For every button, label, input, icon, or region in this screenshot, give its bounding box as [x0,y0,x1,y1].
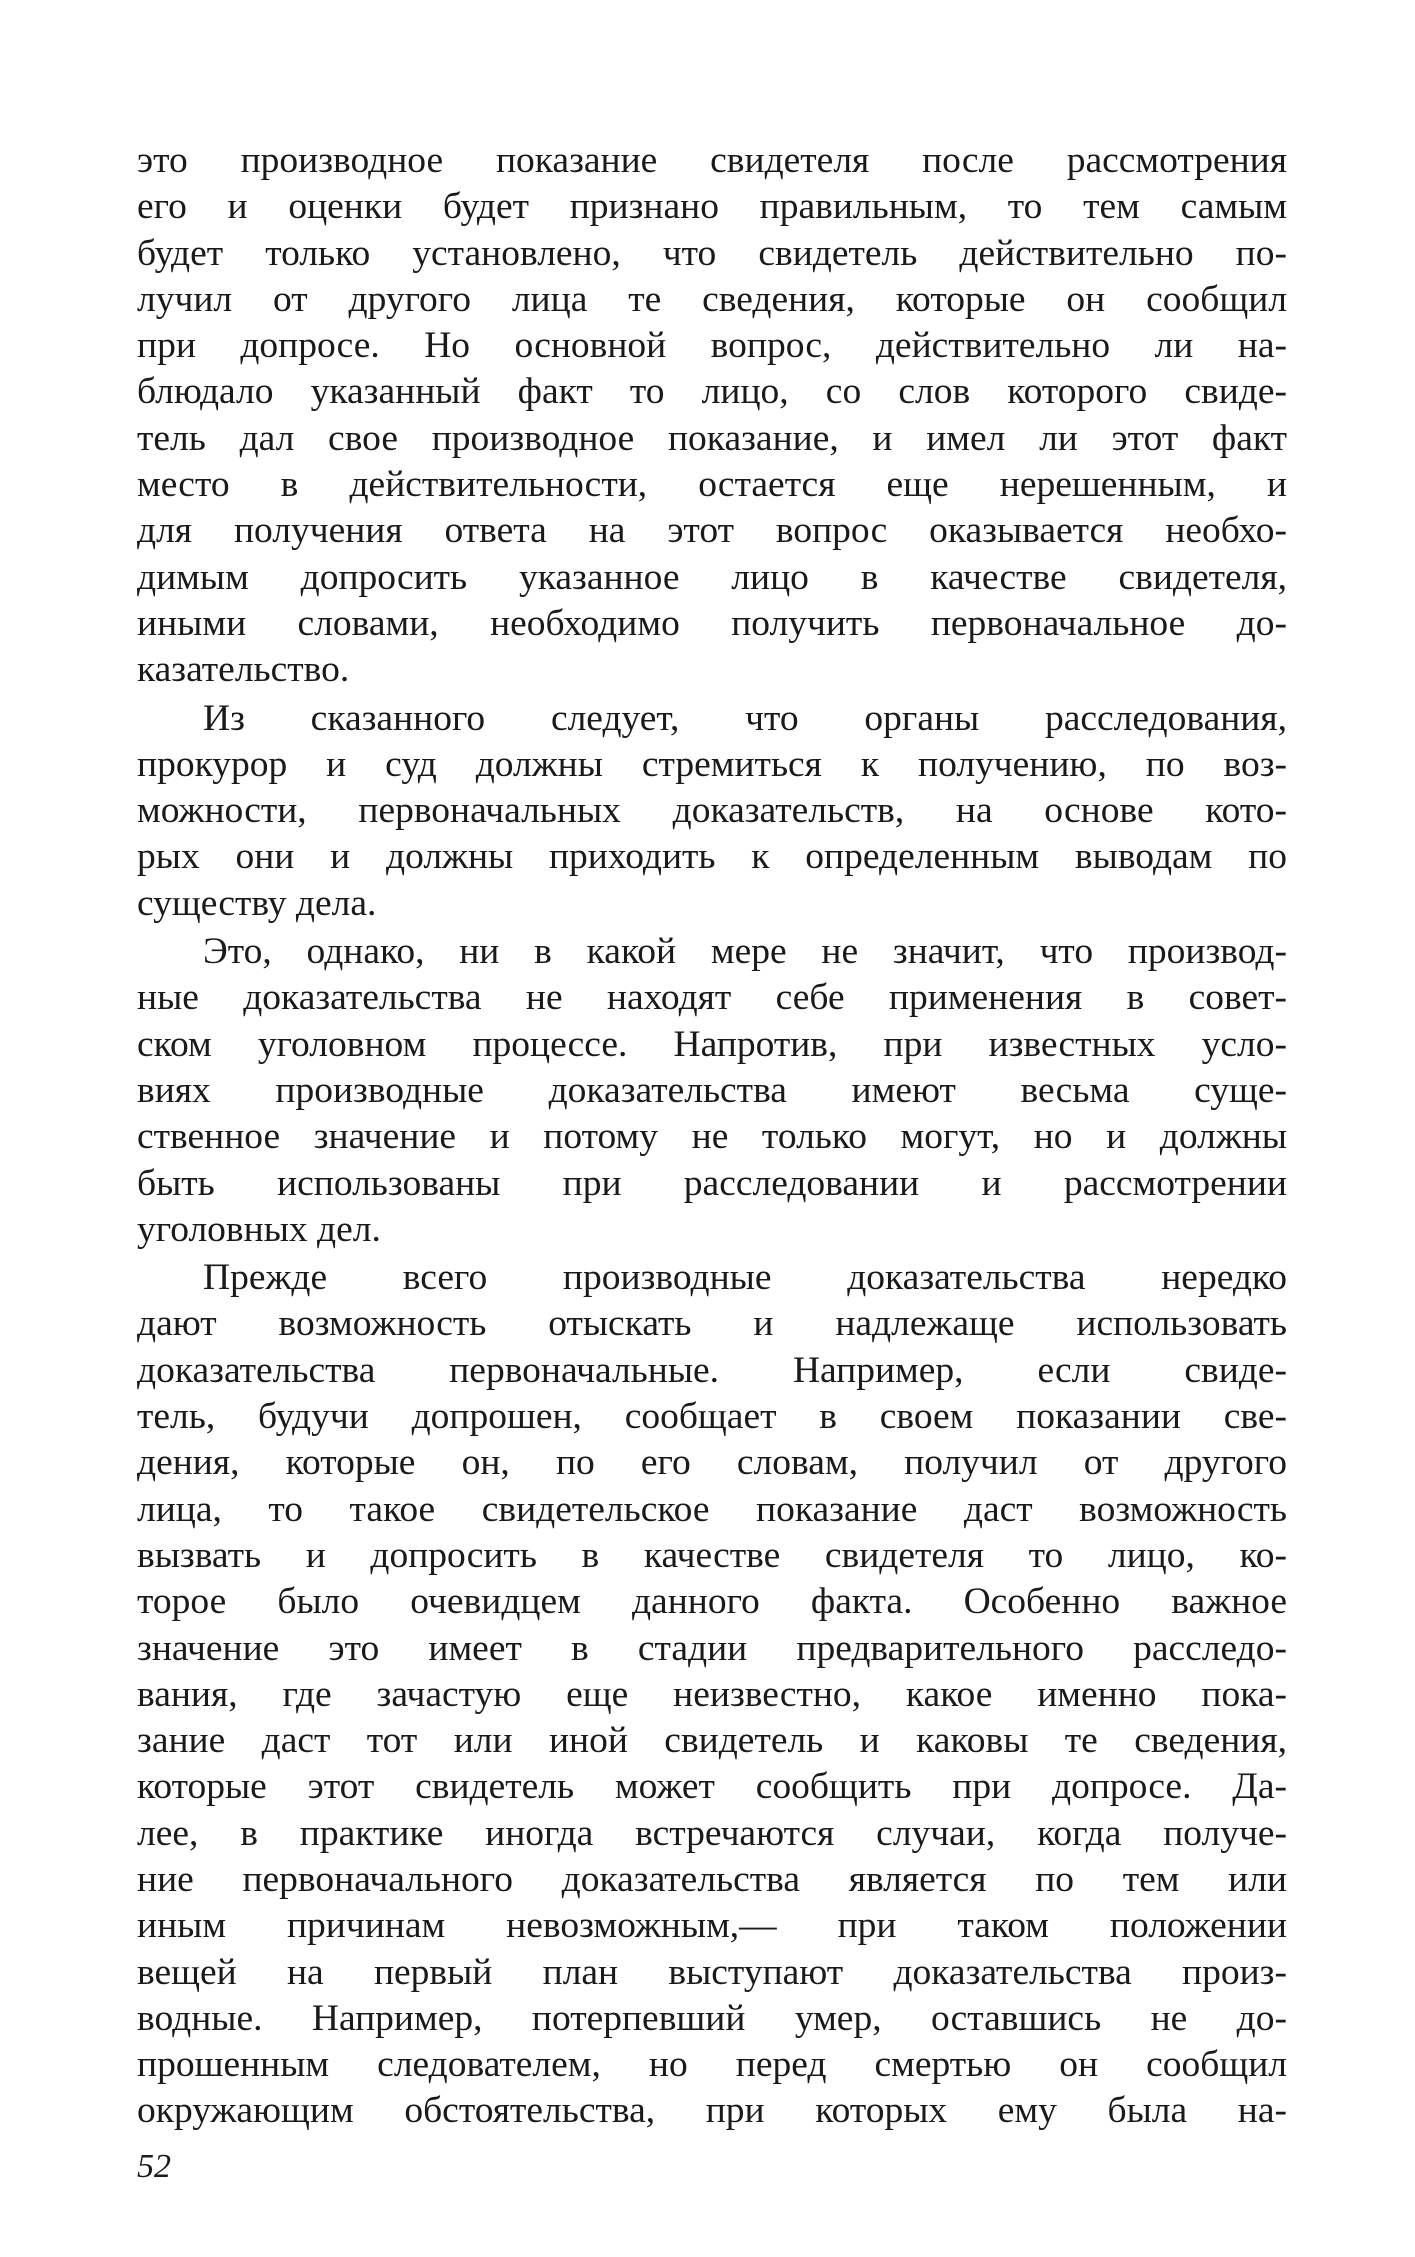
text-line: Из сказанного следует, что органы расследования, [203,697,1287,739]
text-line: которые этот свидетель может сообщить при допросе. Да- [137,1766,1287,1808]
text-line: ные доказательства не находят себе применения в совет- [137,977,1287,1019]
text-line: вания, где зачастую еще неизвестно, какое именно пока- [137,1673,1287,1715]
text-line: Прежде всего производные доказательства нередко [203,1257,1287,1299]
text-line: зание даст тот или иной свидетель и каковы те сведения, [137,1720,1287,1762]
text-line: можности, первоначальных доказательств, на основе кото- [137,790,1287,832]
text-line: рых они и должны приходить к определенным выводам по [137,836,1287,878]
text-line: прокурор и суд должны стремиться к получению, по воз- [137,743,1287,785]
text-line: дают возможность отыскать и надлежаще использовать [137,1303,1287,1345]
text-line: ственное значение и потому не только могут, но и должны [137,1116,1287,1158]
text-line: иным причинам невозможным,— при таком положении [137,1905,1287,1947]
text-line: лее, в практике иногда встречаются случаи, когда получе- [137,1812,1287,1854]
text-line: казательство. [137,649,350,691]
text-line: Это, однако, ни в какой мере не значит, что производ- [203,931,1287,973]
text-line: ние первоначального доказательства является по тем или [137,1858,1287,1900]
paragraph-3 [137,929,1287,1253]
text-line: вызвать и допросить в качестве свидетеля то лицо, ко- [137,1534,1287,1576]
text-line: димым допросить указанное лицо в качестве свидетеля, [137,556,1287,598]
text-line: место в действительности, остается еще нерешенным, и [137,464,1287,506]
text-line: торое было очевидцем данного факта. Особенно важное [137,1581,1287,1623]
text-line: окружающим обстоятельства, при которых ему была на- [137,2090,1287,2132]
text-line: дения, которые он, по его словам, получил от другого [137,1442,1287,1484]
text-line: быть использованы при расследовании и рассмотрении [137,1162,1287,1204]
paragraph-2 [137,696,1287,927]
text-line: существу дела. [137,882,377,924]
text-line: доказательства первоначальные. Например, если свиде- [137,1349,1287,1391]
paragraph-1 [137,138,1287,694]
text-line: его и оценки будет признано правильным, то тем самым [137,186,1287,228]
text-line: будет только установлено, что свидетель действительно по- [137,232,1287,274]
text-line: водные. Например, потерпевший умер, оставшись не до- [137,1997,1287,2039]
text-line: для получения ответа на этот вопрос оказывается необхо- [137,510,1287,552]
text-line: виях производные доказательства имеют весьма суще- [137,1069,1287,1111]
text-line: тель дал свое производное показание, и имел ли этот факт [137,417,1287,459]
text-line: прошенным следователем, но перед смертью он сообщил [137,2044,1287,2086]
text-line: лица, то такое свидетельское показание даст возможность [137,1488,1287,1530]
text-line: уголовных дел. [137,1208,381,1250]
text-line: блюдало указанный факт то лицо, со слов которого свиде- [137,371,1287,413]
page-body [137,138,1287,2135]
text-line: иными словами, необходимо получить первоначальное до- [137,602,1287,644]
text-line: это производное показание свидетеля после рассмотрения [137,140,1287,181]
text-line: вещей на первый план выступают доказательства произ- [137,1951,1287,1993]
paragraph-4 [137,1255,1287,2135]
page-number: 52 [137,2148,171,2185]
text-line: при допросе. Но основной вопрос, действительно ли на- [137,325,1287,367]
text-line: значение это имеет в стадии предварительного расследо- [137,1627,1287,1669]
text-line: тель, будучи допрошен, сообщает в своем показании све- [137,1396,1287,1438]
text-line: лучил от другого лица те сведения, которые он сообщил [137,278,1287,320]
text-line: ском уголовном процессе. Напротив, при известных усло- [137,1023,1287,1065]
